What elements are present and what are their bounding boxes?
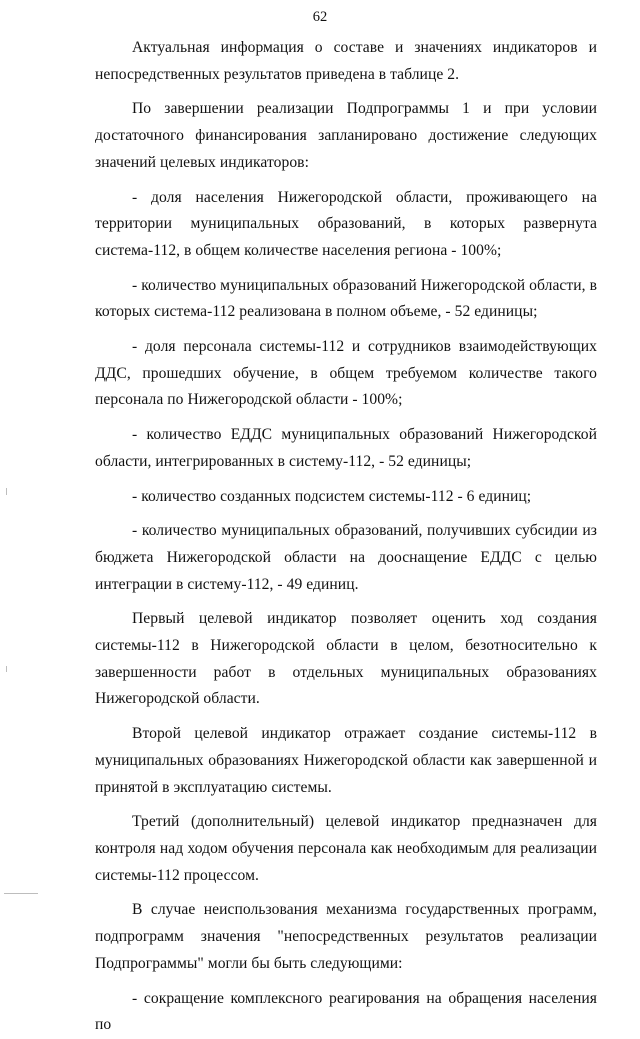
list-item-population-share: - доля населения Нижегородской области, проживающего на территории муниципальных образований, в которых развернута система-112, в общем количестве населения региона - 100%; (95, 188, 597, 259)
list-item-municipalities-count: - количество муниципальных образований Нижегородской области, в которых система-112 реализована в полном объеме, - 52 единицы; (95, 276, 597, 321)
paragraph-first-indicator: Первый целевой индикатор позволяет оценить ход создания системы-112 в Нижегородской области в целом, безотносительно к завершенности работ в отдельных муниципальных образованиях Нижегородской области. (95, 610, 597, 708)
paragraph-second-indicator: Второй целевой индикатор отражает создание системы-112 в муниципальных образованиях Нижегородской области как завершенной и принятой в эксплуатацию системы. (95, 725, 597, 796)
paragraph-alternative-case: В случае неиспользования механизма государственных программ, подпрограмм значения "непосредственных результатов реализации Подпрограммы" могли бы быть следующими: (95, 901, 597, 972)
paragraph-targets-intro: По завершении реализации Подпрограммы 1 и при условии достаточного финансирования запланировано достижение следующих значений целевых индикаторов: (95, 100, 597, 171)
scan-artifact (6, 666, 7, 672)
scan-artifact (4, 893, 38, 894)
paragraph-third-indicator: Третий (дополнительный) целевой индикатор предназначен для контроля над ходом обучения персонала как необходимым для реализации системы-112 процессом. (95, 813, 597, 884)
list-item-subsystems: - количество созданных подсистем системы-112 - 6 единиц; (132, 487, 532, 505)
list-item-edds-integration: - количество ЕДДС муниципальных образований Нижегородской области, интегрированных в систему-112, - 52 единицы; (95, 426, 597, 470)
list-item-personnel-training: - доля персонала системы-112 и сотрудников взаимодействующих ДДС, прошедших обучение, в общем требуемом количестве такого персонала по Нижегородской области - 100%; (95, 338, 597, 409)
list-item-subsidies: - количество муниципальных образований, получивших субсидии из бюджета Нижегородской области на дооснащение ЕДДС с целью интеграции в систему-112, - 49 единиц. (95, 522, 597, 593)
paragraph-intro: Актуальная информация о составе и значениях индикаторов и непосредственных результатов приведена в таблице 2. (95, 39, 597, 83)
page-number: 62 (312, 9, 328, 25)
document-body (95, 35, 597, 1039)
scan-artifact (6, 488, 7, 495)
list-item-response-reduction: - сокращение комплексного реагирования на обращения населения по (95, 989, 597, 1034)
